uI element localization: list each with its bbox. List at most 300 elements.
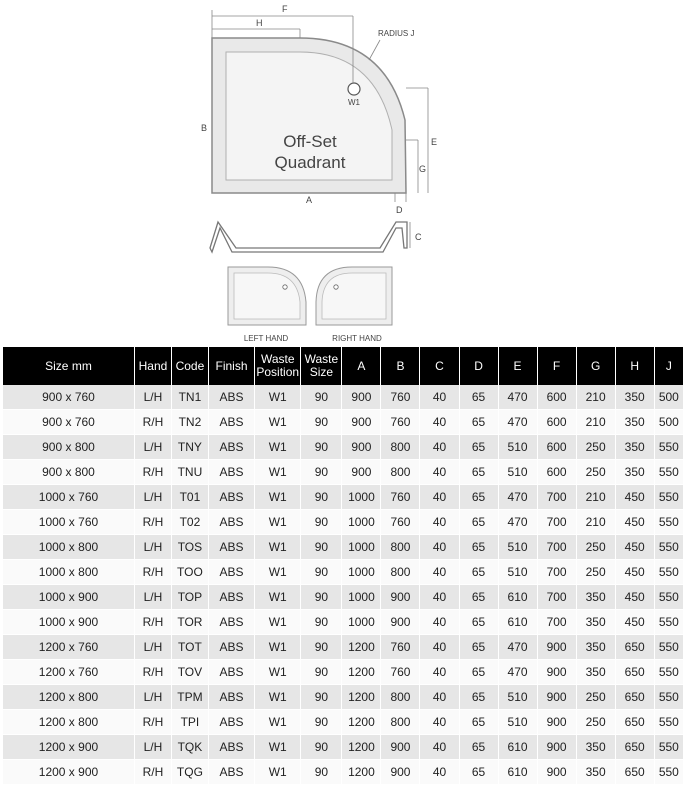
column-header — [171, 347, 208, 385]
table-cell: TQK — [171, 735, 208, 760]
table-cell: 470 — [498, 635, 537, 660]
table-cell: 650 — [615, 685, 654, 710]
table-cell: 1000 — [342, 535, 381, 560]
table-cell: 800 — [381, 460, 420, 485]
table-cell: W1 — [255, 760, 301, 785]
label-b: B — [201, 123, 208, 133]
column-header-text: B — [396, 358, 405, 373]
table-cell: 90 — [301, 710, 342, 735]
table-cell: TOP — [171, 585, 208, 610]
table-cell: 90 — [301, 510, 342, 535]
table-row — [3, 685, 683, 710]
table-cell: 65 — [459, 610, 498, 635]
table-cell: L/H — [134, 435, 171, 460]
table-row — [3, 435, 683, 460]
label-c: C — [415, 232, 422, 242]
table-cell: ABS — [208, 660, 254, 685]
table-cell: TOO — [171, 560, 208, 585]
table-cell: 90 — [301, 685, 342, 710]
table-cell: 1000 x 800 — [3, 535, 134, 560]
table-cell: 250 — [576, 710, 615, 735]
table-cell: 800 — [381, 435, 420, 460]
table-cell: L/H — [134, 585, 171, 610]
table-cell: TNY — [171, 435, 208, 460]
table-cell: L/H — [134, 635, 171, 660]
table-cell: W1 — [255, 610, 301, 635]
table-cell: 610 — [498, 610, 537, 635]
left-hand-label: LEFT HAND — [243, 334, 289, 343]
table-cell: 900 — [381, 760, 420, 785]
table-cell: TN2 — [171, 410, 208, 435]
table-cell: 40 — [420, 535, 459, 560]
table-cell: 550 — [654, 435, 683, 460]
table-cell: 40 — [420, 435, 459, 460]
table-cell: 210 — [576, 385, 615, 410]
table-cell: 450 — [615, 610, 654, 635]
table-cell: 700 — [537, 585, 576, 610]
table-row — [3, 485, 683, 510]
table-cell: W1 — [255, 460, 301, 485]
table-cell: TQG — [171, 760, 208, 785]
table-cell: 40 — [420, 760, 459, 785]
table-cell: R/H — [134, 760, 171, 785]
table-cell: 800 — [381, 560, 420, 585]
column-header-text: E — [513, 358, 522, 373]
column-header — [381, 347, 420, 385]
table-cell: R/H — [134, 460, 171, 485]
table-cell: 40 — [420, 410, 459, 435]
table-cell: 450 — [615, 585, 654, 610]
table-body — [3, 385, 683, 785]
table-cell: 40 — [420, 460, 459, 485]
table-cell: 550 — [654, 660, 683, 685]
table-cell: 700 — [537, 610, 576, 635]
table-cell: 40 — [420, 610, 459, 635]
table-cell: 65 — [459, 410, 498, 435]
table-cell: ABS — [208, 385, 254, 410]
table-cell: 800 — [381, 685, 420, 710]
label-e: E — [431, 137, 438, 147]
table-cell: 40 — [420, 510, 459, 535]
table-cell: 65 — [459, 385, 498, 410]
table-cell: 550 — [654, 760, 683, 785]
table-cell: 650 — [615, 660, 654, 685]
table-cell: W1 — [255, 535, 301, 560]
table-cell: 900 x 800 — [3, 460, 134, 485]
table-cell: 550 — [654, 685, 683, 710]
table-cell: 900 — [537, 760, 576, 785]
table-cell: 1000 — [342, 610, 381, 635]
table-cell: 900 — [537, 660, 576, 685]
table-cell: 1000 x 800 — [3, 560, 134, 585]
table-cell: 760 — [381, 635, 420, 660]
column-header-text: Hand — [138, 358, 168, 373]
table-cell: 900 — [537, 735, 576, 760]
table-cell: 65 — [459, 660, 498, 685]
table-cell: ABS — [208, 685, 254, 710]
table-cell: 1000 — [342, 485, 381, 510]
column-header-text: G — [590, 358, 601, 373]
table-cell: 900 — [381, 610, 420, 635]
table-cell: 550 — [654, 535, 683, 560]
table-cell: 1200 x 800 — [3, 710, 134, 735]
table-cell: 250 — [576, 560, 615, 585]
table-cell: W1 — [255, 435, 301, 460]
tray-diagram — [0, 0, 686, 346]
table-cell: 65 — [459, 560, 498, 585]
table-cell: 500 — [654, 385, 683, 410]
table-cell: 500 — [654, 410, 683, 435]
table-cell: 900 — [342, 385, 381, 410]
label-a: A — [306, 195, 313, 205]
column-header — [459, 347, 498, 385]
table-cell: 900 — [537, 685, 576, 710]
table-cell: 65 — [459, 685, 498, 710]
table-cell: 1200 x 900 — [3, 735, 134, 760]
column-header-text: Finish — [215, 358, 248, 373]
table-row — [3, 535, 683, 560]
table-cell: 650 — [615, 635, 654, 660]
table-cell: L/H — [134, 685, 171, 710]
table-cell: 250 — [576, 685, 615, 710]
table-cell: 90 — [301, 435, 342, 460]
table-cell: 350 — [576, 585, 615, 610]
table-cell: 65 — [459, 585, 498, 610]
label-f: F — [282, 4, 288, 14]
table-cell: 760 — [381, 510, 420, 535]
table-cell: ABS — [208, 610, 254, 635]
table-cell: 900 — [381, 585, 420, 610]
table-cell: 550 — [654, 485, 683, 510]
table-cell: 90 — [301, 760, 342, 785]
table-cell: 1200 — [342, 735, 381, 760]
table-cell: 210 — [576, 410, 615, 435]
table-cell: 1200 — [342, 685, 381, 710]
column-header-text: Size mm — [45, 358, 92, 373]
table-cell: 600 — [537, 385, 576, 410]
table-cell: 470 — [498, 485, 537, 510]
table-cell: 700 — [537, 485, 576, 510]
column-header-text: D — [474, 358, 483, 373]
table-cell: 1000 — [342, 585, 381, 610]
table-cell: 800 — [381, 710, 420, 735]
column-header-text: Waste — [260, 352, 295, 366]
table-cell: 900 — [537, 710, 576, 735]
table-header-row — [3, 347, 683, 385]
table-cell: 250 — [576, 460, 615, 485]
column-header — [3, 347, 134, 385]
table-cell: 65 — [459, 510, 498, 535]
table-cell: 90 — [301, 485, 342, 510]
table-row — [3, 585, 683, 610]
table-cell: 40 — [420, 385, 459, 410]
table-cell: W1 — [255, 485, 301, 510]
table-cell: ABS — [208, 560, 254, 585]
table-cell: T01 — [171, 485, 208, 510]
table-cell: 760 — [381, 485, 420, 510]
table-cell: 450 — [615, 560, 654, 585]
table-cell: 40 — [420, 660, 459, 685]
column-header — [654, 347, 683, 385]
table-row — [3, 510, 683, 535]
section-profile — [210, 222, 407, 252]
table-cell: 510 — [498, 710, 537, 735]
table-cell: 610 — [498, 735, 537, 760]
table-cell: 760 — [381, 660, 420, 685]
table-cell: ABS — [208, 510, 254, 535]
table-cell: R/H — [134, 410, 171, 435]
table-cell: 550 — [654, 560, 683, 585]
table-cell: W1 — [255, 410, 301, 435]
table-cell: 350 — [615, 385, 654, 410]
table-cell: 700 — [537, 560, 576, 585]
table-cell: ABS — [208, 485, 254, 510]
table-cell: 90 — [301, 635, 342, 660]
table-cell: R/H — [134, 560, 171, 585]
table-cell: 1200 x 760 — [3, 660, 134, 685]
table-cell: 250 — [576, 435, 615, 460]
table-row — [3, 735, 683, 760]
table-cell: R/H — [134, 710, 171, 735]
table-cell: 600 — [537, 460, 576, 485]
column-header-text: F — [552, 358, 561, 373]
table-cell: 650 — [615, 760, 654, 785]
column-header-text: Code — [175, 358, 205, 373]
table-cell: 1200 — [342, 710, 381, 735]
table-cell: 510 — [498, 560, 537, 585]
table-cell: 90 — [301, 660, 342, 685]
table-cell: L/H — [134, 385, 171, 410]
right-hand-thumbnail — [316, 267, 392, 343]
table-cell: W1 — [255, 585, 301, 610]
column-header — [498, 347, 537, 385]
label-h: H — [256, 18, 263, 28]
table-cell: 90 — [301, 560, 342, 585]
table-cell: 350 — [576, 660, 615, 685]
table-cell: 1000 x 900 — [3, 610, 134, 635]
table-cell: 350 — [576, 760, 615, 785]
table-cell: ABS — [208, 460, 254, 485]
table-cell: 900 — [342, 435, 381, 460]
label-g: G — [419, 164, 427, 174]
table-cell: 40 — [420, 735, 459, 760]
table-cell: 40 — [420, 560, 459, 585]
table-cell: 1200 x 760 — [3, 635, 134, 660]
table-cell: 40 — [420, 710, 459, 735]
spec-table — [3, 347, 683, 785]
left-hand-thumbnail — [228, 267, 306, 343]
table-cell: W1 — [255, 685, 301, 710]
table-cell: 40 — [420, 585, 459, 610]
table-cell: ABS — [208, 735, 254, 760]
table-cell: 350 — [576, 610, 615, 635]
column-header-text: A — [357, 358, 366, 373]
table-cell: W1 — [255, 510, 301, 535]
table-cell: 65 — [459, 435, 498, 460]
table-cell: 610 — [498, 585, 537, 610]
table-cell: ABS — [208, 635, 254, 660]
diagram-title-line1: Off-Set — [283, 132, 337, 151]
table-cell: TOS — [171, 535, 208, 560]
table-cell: 470 — [498, 410, 537, 435]
table-cell: 900 x 760 — [3, 385, 134, 410]
table-cell: 450 — [615, 535, 654, 560]
table-row — [3, 710, 683, 735]
table-cell: 1200 x 900 — [3, 760, 134, 785]
table-row — [3, 635, 683, 660]
table-cell: 450 — [615, 510, 654, 535]
diagram-title-line2: Quadrant — [274, 153, 346, 172]
table-cell: W1 — [255, 385, 301, 410]
column-header — [134, 347, 171, 385]
table-cell: R/H — [134, 610, 171, 635]
table-cell: L/H — [134, 535, 171, 560]
table-cell: 90 — [301, 460, 342, 485]
table-cell: 65 — [459, 760, 498, 785]
label-w1: W1 — [348, 98, 360, 107]
table-cell: 1000 x 760 — [3, 510, 134, 535]
plan-view — [201, 4, 437, 215]
table-cell: 510 — [498, 460, 537, 485]
table-cell: 900 — [381, 735, 420, 760]
table-cell: R/H — [134, 510, 171, 535]
table-cell: 550 — [654, 510, 683, 535]
table-cell: 600 — [537, 435, 576, 460]
table-cell: 1000 — [342, 560, 381, 585]
column-header-text: J — [665, 358, 672, 373]
table-cell: 1000 — [342, 510, 381, 535]
table-cell: 550 — [654, 710, 683, 735]
table-cell: ABS — [208, 585, 254, 610]
table-cell: TPM — [171, 685, 208, 710]
table-cell: TOT — [171, 635, 208, 660]
table-cell: 1200 — [342, 660, 381, 685]
table-cell: 40 — [420, 685, 459, 710]
waste-outlet — [348, 83, 360, 95]
table-cell: 250 — [576, 535, 615, 560]
column-header — [208, 347, 254, 385]
table-row — [3, 460, 683, 485]
table-cell: 610 — [498, 760, 537, 785]
right-hand-label: RIGHT HAND — [332, 334, 382, 343]
table-cell: 1200 x 800 — [3, 685, 134, 710]
table-cell: 350 — [576, 635, 615, 660]
column-header-text: Waste — [304, 352, 339, 366]
table-cell: 65 — [459, 635, 498, 660]
table-cell: W1 — [255, 635, 301, 660]
table-cell: 210 — [576, 485, 615, 510]
table-cell: 450 — [615, 485, 654, 510]
table-cell: 65 — [459, 535, 498, 560]
table-cell: TN1 — [171, 385, 208, 410]
table-cell: 650 — [615, 710, 654, 735]
table-cell: 90 — [301, 610, 342, 635]
cross-section — [210, 222, 422, 252]
column-header — [255, 347, 301, 385]
column-header-text: Position — [256, 365, 300, 379]
table-cell: 65 — [459, 485, 498, 510]
table-cell: ABS — [208, 760, 254, 785]
table-cell: 40 — [420, 485, 459, 510]
table-cell: 510 — [498, 535, 537, 560]
table-row — [3, 385, 683, 410]
table-cell: L/H — [134, 485, 171, 510]
table-cell: 90 — [301, 385, 342, 410]
table-cell: 900 — [342, 460, 381, 485]
table-cell: 510 — [498, 685, 537, 710]
table-cell: 470 — [498, 385, 537, 410]
table-cell: 65 — [459, 460, 498, 485]
table-cell: 1000 x 900 — [3, 585, 134, 610]
table-cell: TNU — [171, 460, 208, 485]
table-cell: 550 — [654, 585, 683, 610]
table-cell: 700 — [537, 535, 576, 560]
column-header-text: Size — [309, 365, 334, 379]
table-cell: 800 — [381, 535, 420, 560]
column-header — [420, 347, 459, 385]
label-d: D — [396, 205, 403, 215]
table-cell: 900 x 760 — [3, 410, 134, 435]
table-cell: TOV — [171, 660, 208, 685]
column-header — [537, 347, 576, 385]
table-cell: 900 x 800 — [3, 435, 134, 460]
table-cell: 350 — [615, 410, 654, 435]
table-cell: 90 — [301, 735, 342, 760]
table-cell: 510 — [498, 435, 537, 460]
table-cell: L/H — [134, 735, 171, 760]
table-cell: 1200 — [342, 760, 381, 785]
table-cell: 900 — [537, 635, 576, 660]
table-cell: 760 — [381, 410, 420, 435]
column-header-text: C — [435, 358, 444, 373]
table-row — [3, 410, 683, 435]
table-cell: ABS — [208, 710, 254, 735]
table-cell: 600 — [537, 410, 576, 435]
table-cell: 1200 — [342, 635, 381, 660]
table-row — [3, 610, 683, 635]
table-cell: 760 — [381, 385, 420, 410]
table-cell: 210 — [576, 510, 615, 535]
table-row — [3, 560, 683, 585]
table-cell: 470 — [498, 660, 537, 685]
table-cell: 550 — [654, 635, 683, 660]
table-cell: W1 — [255, 560, 301, 585]
table-cell: 550 — [654, 610, 683, 635]
table-cell: ABS — [208, 410, 254, 435]
table-cell: 350 — [615, 460, 654, 485]
table-cell: 350 — [576, 735, 615, 760]
column-header — [342, 347, 381, 385]
table-row — [3, 760, 683, 785]
table-cell: 550 — [654, 735, 683, 760]
column-header — [576, 347, 615, 385]
column-header — [301, 347, 342, 385]
table-cell: 40 — [420, 635, 459, 660]
table-cell: ABS — [208, 535, 254, 560]
table-cell: T02 — [171, 510, 208, 535]
table-cell: W1 — [255, 660, 301, 685]
table-cell: 650 — [615, 735, 654, 760]
table-cell: 900 — [342, 410, 381, 435]
table-cell: 1000 x 760 — [3, 485, 134, 510]
table-cell: 550 — [654, 460, 683, 485]
table-cell: ABS — [208, 435, 254, 460]
table-cell: 65 — [459, 710, 498, 735]
table-cell: 90 — [301, 535, 342, 560]
table-cell: 90 — [301, 410, 342, 435]
column-header-text: H — [630, 358, 639, 373]
label-radius-j: RADIUS J — [378, 29, 415, 38]
